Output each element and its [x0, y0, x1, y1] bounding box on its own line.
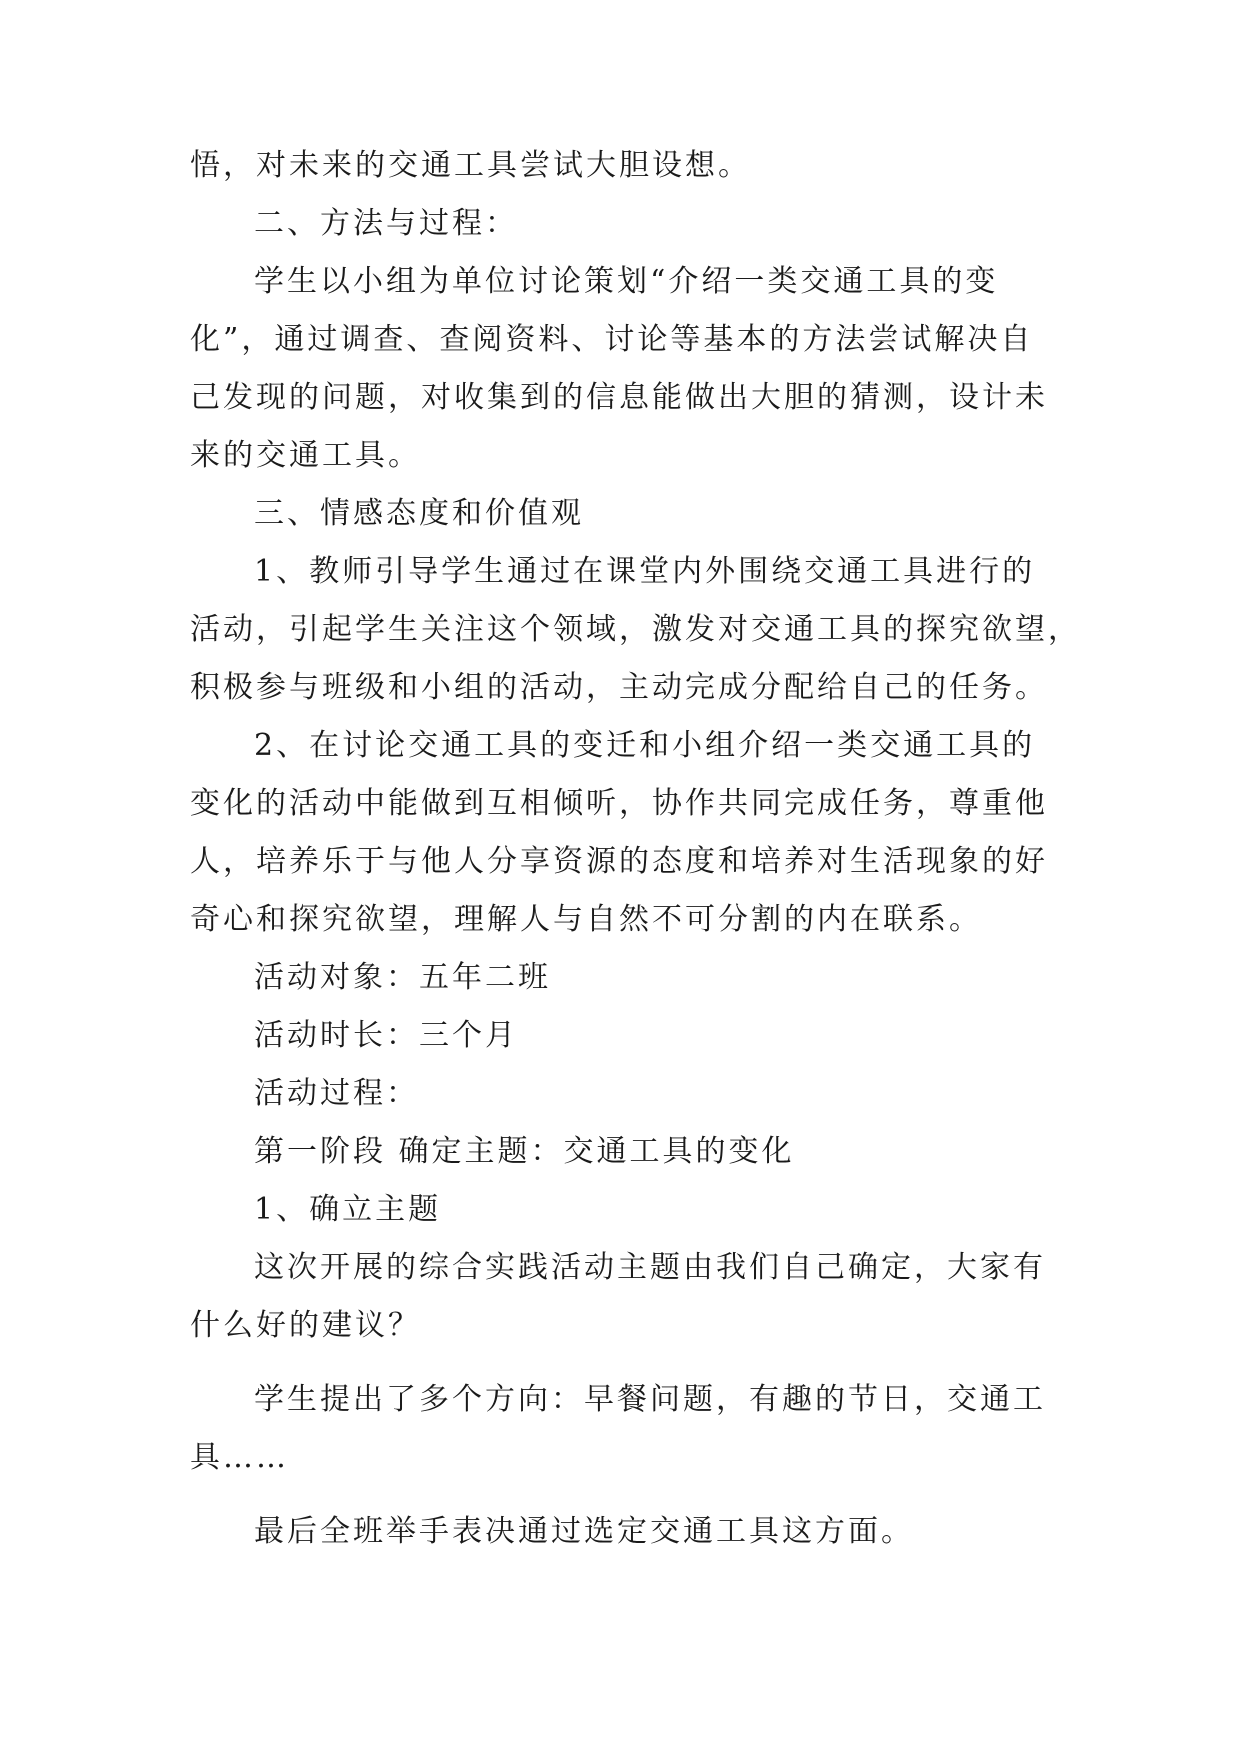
- text-line: 奇心和探究欲望，理解人与自然不可分割的内在联系。: [190, 902, 982, 937]
- stage-heading: 第一阶段 确定主题：交通工具的变化: [254, 1134, 795, 1169]
- text-line: 学生提出了多个方向：早餐问题，有趣的节日，交通工: [254, 1382, 1046, 1417]
- text-line: 学生以小组为单位讨论策划“介绍一类交通工具的变: [254, 264, 999, 299]
- text-line: 化”，通过调查、查阅资料、讨论等基本的方法尝试解决自: [190, 322, 1034, 357]
- text-line: 人，培养乐于与他人分享资源的态度和培养对生活现象的好: [190, 844, 1048, 879]
- text-line: 这次开展的综合实践活动主题由我们自己确定，大家有: [254, 1250, 1046, 1285]
- text-line: 来的交通工具。: [190, 438, 421, 473]
- activity-target: 活动对象：五年二班: [254, 960, 551, 995]
- section-heading: 二、方法与过程：: [254, 206, 518, 241]
- activity-process-heading: 活动过程：: [254, 1076, 419, 1111]
- text-line: 己发现的问题，对收集到的信息能做出大胆的猜测，设计未: [190, 380, 1048, 415]
- text-line: 最后全班举手表决通过选定交通工具这方面。: [254, 1514, 914, 1549]
- text-line: 2、在讨论交通工具的变迁和小组介绍一类交通工具的: [254, 728, 1036, 763]
- text-line: 活动，引起学生关注这个领域，激发对交通工具的探究欲望，: [190, 612, 1081, 647]
- text-line: 变化的活动中能做到互相倾听，协作共同完成任务，尊重他: [190, 786, 1048, 821]
- section-heading: 三、情感态度和价值观: [254, 496, 584, 531]
- text-line: 积极参与班级和小组的活动，主动完成分配给自己的任务。: [190, 670, 1048, 705]
- text-line: 1、教师引导学生通过在课堂内外围绕交通工具进行的: [254, 554, 1036, 589]
- activity-duration: 活动时长：三个月: [254, 1018, 518, 1053]
- text-line: 具……: [190, 1440, 289, 1475]
- text-line: 什么好的建议？: [190, 1308, 421, 1343]
- subsection-heading: 1、确立主题: [254, 1192, 442, 1227]
- text-line: 悟，对未来的交通工具尝试大胆设想。: [190, 148, 751, 183]
